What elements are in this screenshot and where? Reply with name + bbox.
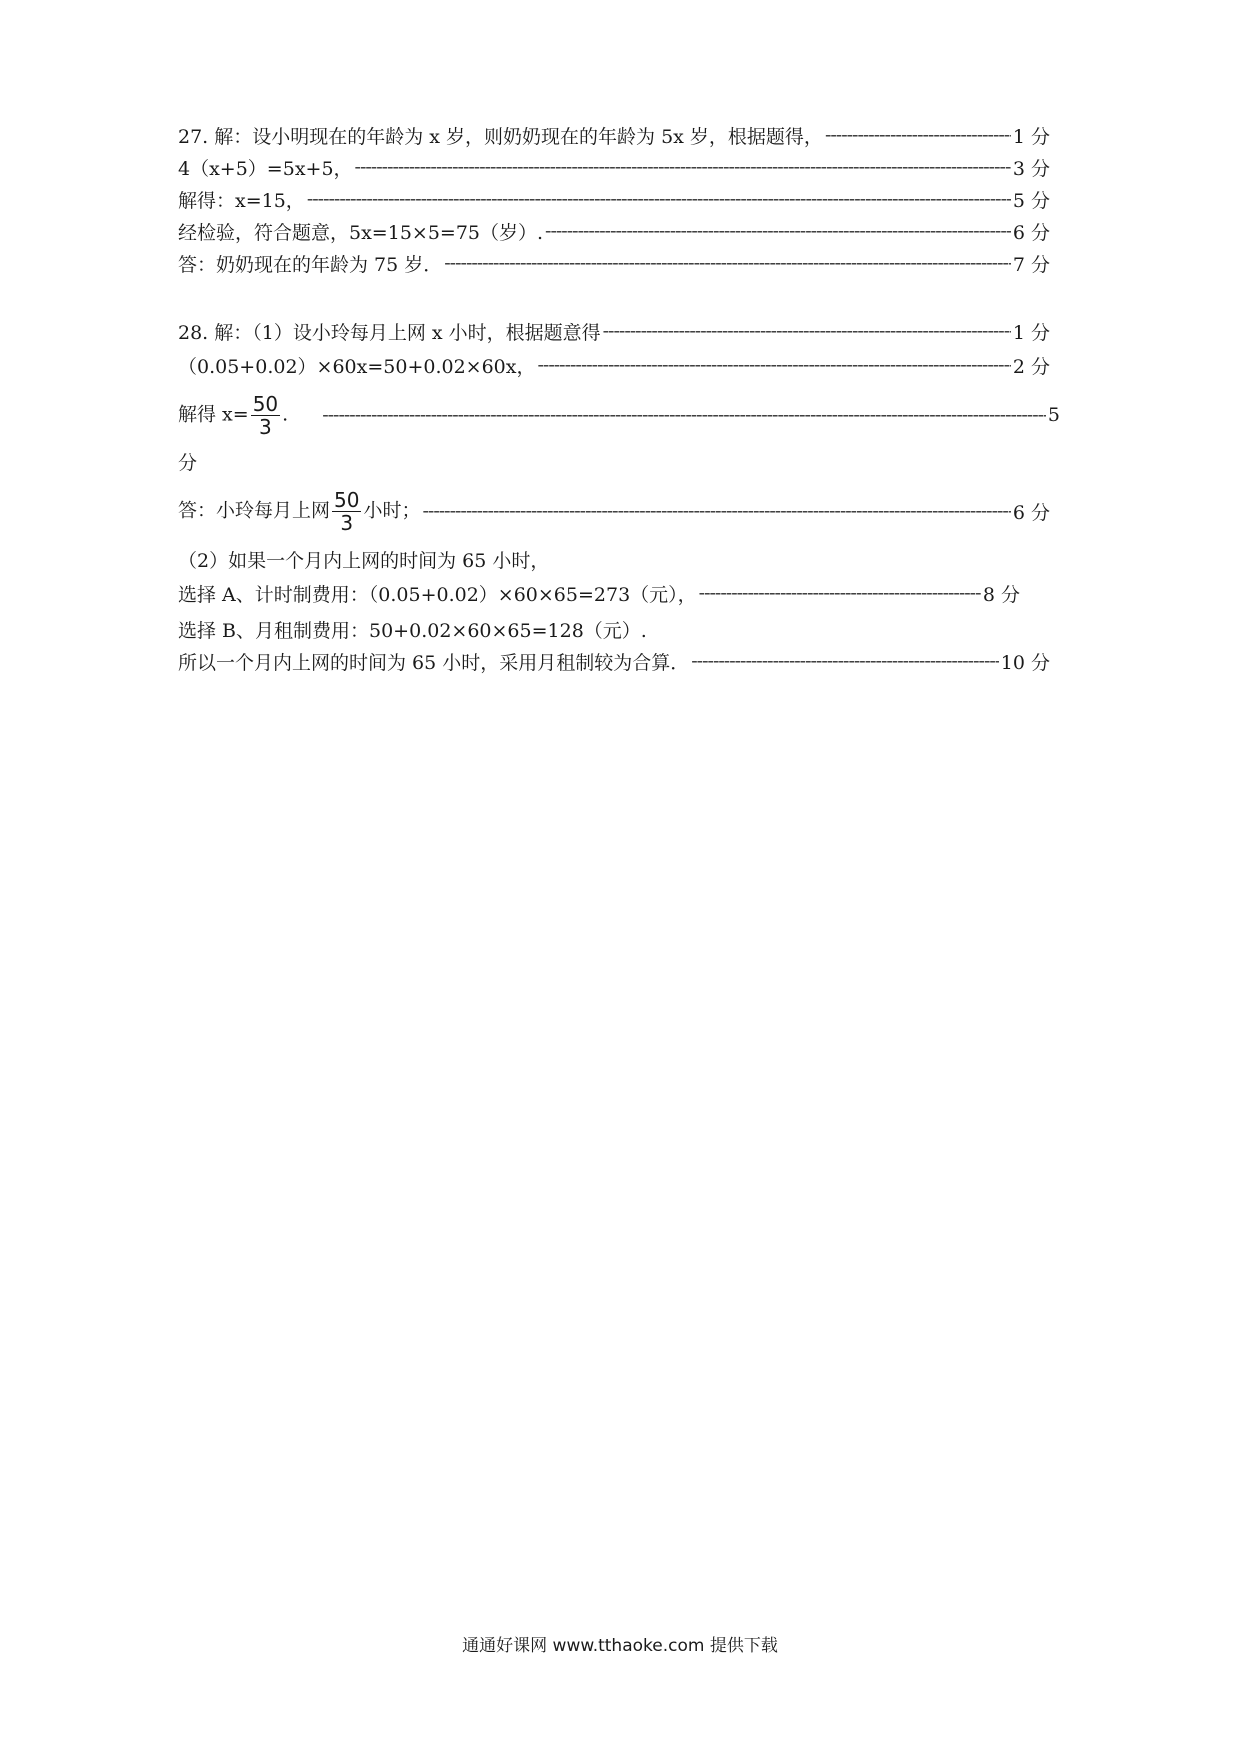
- q27-line-3-text: 解得：x=15，: [178, 189, 305, 212]
- q28-line-2-text: （0.05+0.02）×60x=50+0.02×60x，: [178, 355, 536, 378]
- page-footer: 通通好课网 www.tthaoke.com 提供下载: [462, 1636, 778, 1656]
- q28-line-4-score: 6 分: [1012, 501, 1050, 524]
- q28-line-2-score: 2 分: [1012, 355, 1050, 378]
- q27-line-5-text: 答：奶奶现在的年龄为 75 岁．: [178, 253, 443, 276]
- q28-line-5: （2）如果一个月内上网的时间为 65 小时，: [178, 550, 550, 572]
- q28-line-4-text: [178, 489, 420, 534]
- q28-line-6: [178, 578, 1020, 608]
- q28-line-3: [178, 390, 1060, 440]
- q28-line-7: 选择 B、月租制费用：50+0.02×60×65=128（元）.: [178, 620, 647, 642]
- q28-line-3-prefix: 解得 x=: [178, 403, 249, 425]
- q28-line-6-text: 选择 A、计时制费用：（0.05+0.02）×60×65=273（元），: [178, 583, 697, 606]
- fraction-denominator: 3: [340, 510, 354, 535]
- q28-line-6-score: 8 分: [982, 583, 1020, 606]
- q28-line-4: [178, 486, 1050, 536]
- leader-dots: [537, 354, 1010, 376]
- fraction-numerator: 50: [252, 391, 279, 416]
- q28-line-1-score: 1 分: [1012, 321, 1050, 344]
- fraction-numerator: 50: [334, 487, 360, 512]
- q28-line-3-text: [178, 393, 288, 438]
- leader-dots: [322, 404, 1046, 426]
- fraction-50-over-3: [332, 489, 361, 534]
- q27-line-4-text: 经检验，符合题意，5x=15×5=75（岁）.: [178, 221, 544, 244]
- leader-dots: [444, 252, 1011, 274]
- q28-line-8-score: 10 分: [1000, 651, 1050, 674]
- q27-line-1: [178, 120, 1050, 150]
- q27-line-5-score: 7 分: [1012, 253, 1050, 276]
- leader-dots: [691, 650, 999, 672]
- q28-line-2: [178, 350, 1050, 380]
- q27-line-3-score: 5 分: [1012, 189, 1050, 212]
- leader-dots: [422, 500, 1010, 522]
- q28-line-4-prefix: 答：小玲每月上网: [178, 499, 331, 521]
- q27-line-1-text: 27. 解：设小明现在的年龄为 x 岁，则奶奶现在的年龄为 5x 岁，根据题得，: [178, 125, 823, 148]
- q28-line-8: [178, 646, 1050, 676]
- leader-dots: [825, 124, 1011, 146]
- q27-line-2-score: 3 分: [1012, 157, 1050, 180]
- leader-dots: [545, 220, 1011, 242]
- fraction-denominator: 3: [259, 414, 272, 439]
- q27-line-5: [178, 248, 1050, 278]
- q28-line-3-suffix: .: [282, 403, 289, 425]
- q28-line-8-text: 所以一个月内上网的时间为 65 小时，采用月租制较为合算．: [178, 651, 690, 674]
- q27-line-1-score: 1 分: [1012, 125, 1050, 148]
- q27-line-4: [178, 216, 1050, 246]
- q28-line-3-wrap: 分: [178, 452, 198, 474]
- q28-line-1-text: 28. 解：（1）设小玲每月上网 x 小时，根据题意得: [178, 321, 601, 344]
- leader-dots: [699, 582, 981, 604]
- leader-dots: [307, 188, 1011, 210]
- q28-line-1: [178, 316, 1050, 346]
- leader-dots: [603, 320, 1011, 342]
- q28-line-4-suffix: 小时；: [363, 499, 421, 521]
- fraction-50-over-3: [251, 393, 280, 438]
- q27-line-4-score: 6 分: [1012, 221, 1050, 244]
- q28-line-3-score: 5: [1047, 404, 1060, 426]
- q27-line-3: [178, 184, 1050, 214]
- q27-line-2: [178, 152, 1050, 182]
- q27-line-2-text: 4（x+5）=5x+5，: [178, 157, 353, 180]
- leader-dots: [355, 156, 1011, 178]
